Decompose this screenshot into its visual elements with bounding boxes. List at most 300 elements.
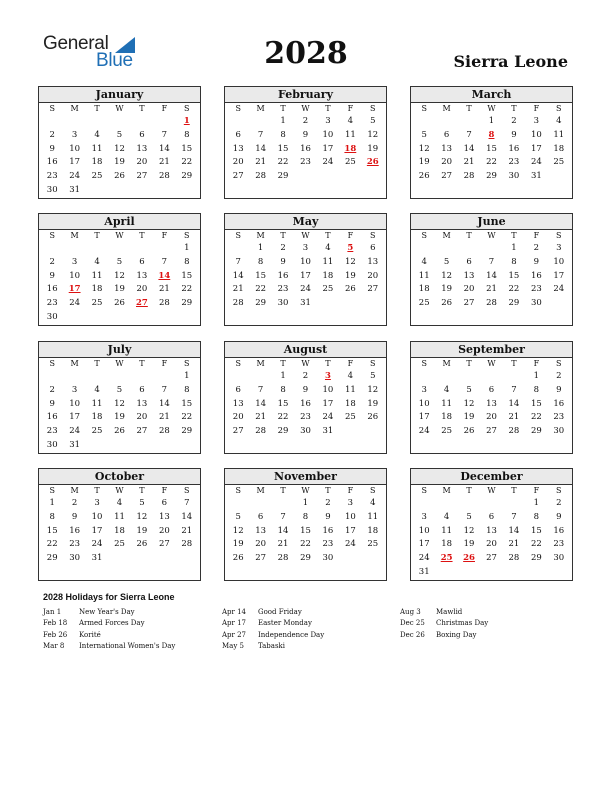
empty-day <box>131 370 153 384</box>
month-april <box>38 213 201 326</box>
calendar-day: 24 <box>553 284 565 295</box>
calendar-day: 25 <box>322 284 334 295</box>
calendar-day: 13 <box>232 143 244 154</box>
calendar-day: 10 <box>530 129 542 140</box>
calendar-day: 12 <box>114 143 125 154</box>
empty-day <box>249 370 271 384</box>
empty-day <box>41 115 63 129</box>
empty-day <box>227 242 249 256</box>
calendar-day: 29 <box>300 553 311 564</box>
calendar-day: 19 <box>367 398 379 409</box>
calendar-day: 8 <box>49 511 55 522</box>
calendar-day: 25 <box>91 426 103 437</box>
empty-day <box>131 242 153 256</box>
calendar-day: 29 <box>530 553 542 564</box>
weekday-header: F <box>161 231 168 240</box>
calendar-day: 20 <box>232 412 244 423</box>
calendar-day: 22 <box>181 284 193 295</box>
weekday-header: W <box>301 486 310 495</box>
calendar-day: 14 <box>463 143 475 154</box>
calendar-day: 8 <box>533 511 540 522</box>
weekday-header: M <box>70 231 79 240</box>
calendar-day: 19 <box>344 270 356 281</box>
calendar-day: 10 <box>322 129 334 140</box>
calendar-day: 20 <box>136 157 148 168</box>
calendar-day: 8 <box>280 129 286 140</box>
logo-general-text: General <box>43 33 109 54</box>
calendar-day: 4 <box>347 116 354 126</box>
calendar-day: 28 <box>508 553 520 564</box>
calendar-day: 3 <box>94 498 100 508</box>
empty-day <box>63 370 85 384</box>
empty-day <box>108 242 130 256</box>
holiday-row <box>43 630 175 641</box>
weekday-header: S <box>184 231 190 240</box>
calendar-day: 2 <box>49 256 55 267</box>
calendar-day: 21 <box>508 412 520 423</box>
calendar-day: 11 <box>91 143 103 154</box>
calendar-day: 27 <box>486 426 497 437</box>
calendar-day: 7 <box>161 129 168 140</box>
weekday-header: S <box>556 359 562 368</box>
weekday-header: S <box>49 359 55 368</box>
calendar-day: 11 <box>91 398 103 409</box>
weekday-header: S <box>49 104 55 113</box>
calendar-day: 13 <box>486 398 497 409</box>
month-may <box>224 213 387 326</box>
holiday-row <box>222 641 324 652</box>
calendar-day: 5 <box>466 511 472 522</box>
calendar-day: 26 <box>232 553 244 564</box>
weekday-header: S <box>421 104 427 113</box>
weekday-header: M <box>70 359 79 368</box>
calendar-day: 24 <box>322 412 334 423</box>
weekday-header: M <box>256 231 265 240</box>
calendar-day: 30 <box>46 439 58 450</box>
calendar-day: 23 <box>46 426 58 437</box>
calendar-day: 21 <box>158 284 170 295</box>
empty-day <box>435 370 457 384</box>
weekday-header: F <box>161 104 168 113</box>
calendar-day: 13 <box>158 511 170 522</box>
empty-day <box>41 370 63 384</box>
calendar-day: 25 <box>91 171 103 182</box>
empty-day <box>86 242 108 256</box>
empty-day <box>249 115 271 129</box>
holiday-date: Apr 27 <box>222 630 247 639</box>
calendar-day: 25 <box>114 539 125 550</box>
weekday-header: T <box>325 359 331 368</box>
calendar-day: 7 <box>184 498 190 508</box>
empty-day <box>108 115 130 129</box>
empty-day <box>458 242 480 256</box>
calendar-day: 26 <box>344 284 356 295</box>
calendar-day: 29 <box>181 426 193 437</box>
weekday-header: F <box>347 104 354 113</box>
calendar-day: 23 <box>300 157 311 168</box>
empty-day <box>131 115 153 129</box>
calendar-day: 31 <box>530 171 542 182</box>
calendar-day: 1 <box>488 116 495 126</box>
calendar-day: 15 <box>508 270 520 281</box>
calendar-day: 17 <box>69 412 81 423</box>
month-title: June <box>411 214 572 230</box>
holiday-date: Apr 14 <box>222 608 247 616</box>
calendar-day: 7 <box>466 129 472 140</box>
calendar-day: 5 <box>116 129 123 140</box>
weekday-header: S <box>370 231 376 240</box>
calendar-day: 6 <box>139 129 145 140</box>
calendar-day: 1 <box>533 498 540 508</box>
calendar-day: 10 <box>418 525 430 536</box>
calendar-day: 4 <box>443 511 450 522</box>
calendar-day: 17 <box>553 270 565 281</box>
empty-day <box>435 115 457 129</box>
calendar-day: 29 <box>181 298 193 309</box>
calendar-day: 31 <box>69 184 81 195</box>
calendar-day: 15 <box>277 143 289 154</box>
weekday-header: M <box>442 231 451 240</box>
calendar-day: 20 <box>486 539 497 550</box>
calendar-day: 30 <box>277 298 289 309</box>
calendar-day: 19 <box>463 412 475 423</box>
weekday-header: S <box>235 486 241 495</box>
weekday-header: T <box>466 231 472 240</box>
calendar-day: 19 <box>114 412 125 423</box>
month-grid <box>225 103 386 184</box>
calendar-day: 20 <box>255 539 267 550</box>
calendar-day: 25 <box>441 426 453 437</box>
holiday-column <box>222 607 324 652</box>
weekday-header: M <box>256 104 265 113</box>
calendar-day: 29 <box>277 426 289 437</box>
empty-day <box>480 242 502 256</box>
calendar-day: 6 <box>161 498 168 508</box>
month-january <box>38 86 201 199</box>
calendar-day: 22 <box>300 539 311 550</box>
calendar-day: 14 <box>508 525 520 536</box>
calendar-day: 19 <box>114 157 125 168</box>
weekday-header: S <box>556 231 562 240</box>
weekday-header: S <box>184 359 190 368</box>
calendar-day: 23 <box>322 539 334 550</box>
calendar-day: 28 <box>158 298 170 309</box>
calendar-day: 1 <box>280 371 286 381</box>
calendar-day: 26 <box>114 298 125 309</box>
calendar-day: 28 <box>255 171 267 182</box>
calendar-day: 23 <box>508 157 520 168</box>
weekday-header: T <box>280 486 286 495</box>
calendar-day: 5 <box>443 256 450 267</box>
calendar-day: 30 <box>530 298 542 309</box>
holiday-row <box>43 641 175 652</box>
calendar-day: 3 <box>71 256 78 267</box>
calendar-day: 30 <box>300 426 311 437</box>
calendar-day: 1 <box>280 116 286 126</box>
calendar-day: 9 <box>556 384 562 395</box>
calendar-day: 27 <box>136 426 148 437</box>
calendar-day: 12 <box>114 270 125 281</box>
calendar-day: 30 <box>553 426 565 437</box>
calendar-day: 5 <box>116 256 123 267</box>
holidays-title: 2028 Holidays for Sierra Leone <box>43 592 175 602</box>
calendar-day: 9 <box>49 270 55 281</box>
calendar-day: 26 <box>441 298 453 309</box>
calendar-day: 26 <box>418 171 430 182</box>
empty-day <box>41 242 63 256</box>
calendar-day: 10 <box>418 398 430 409</box>
calendar-day: 21 <box>158 412 170 423</box>
calendar-day: 5 <box>370 371 376 381</box>
calendar-day: 24 <box>300 284 311 295</box>
calendar-day: 2 <box>556 371 562 381</box>
calendar-day: 12 <box>463 525 475 536</box>
calendar-day: 28 <box>463 171 475 182</box>
calendar-day: 18 <box>441 412 453 423</box>
weekday-header: T <box>280 359 286 368</box>
weekday-header: S <box>370 104 376 113</box>
weekday-header: W <box>301 359 310 368</box>
calendar-day: 11 <box>344 129 356 140</box>
calendar-day: 30 <box>46 184 58 195</box>
month-june <box>410 213 573 326</box>
calendar-day: 22 <box>255 284 267 295</box>
calendar-day: 22 <box>277 412 289 423</box>
calendar-day: 20 <box>367 270 379 281</box>
calendar-day: 14 <box>255 143 267 154</box>
calendar-day: 22 <box>181 412 193 423</box>
holiday-name: Good Friday <box>258 608 302 616</box>
calendar-day: 16 <box>553 525 565 536</box>
weekday-header: M <box>442 104 451 113</box>
weekday-header: S <box>370 486 376 495</box>
empty-day <box>413 242 435 256</box>
weekday-header: T <box>466 104 472 113</box>
holiday-name: International Women's Day <box>79 641 176 650</box>
calendar-day: 5 <box>116 384 123 395</box>
calendar-day: 23 <box>553 539 565 550</box>
calendar-day: 28 <box>255 426 267 437</box>
calendar-day: 20 <box>441 157 453 168</box>
calendar-day: 18 <box>367 525 379 536</box>
calendar-day: 3 <box>302 243 309 253</box>
holiday-name: Korité <box>79 630 101 639</box>
calendar-day: 21 <box>463 157 475 168</box>
calendar-day: 16 <box>530 270 542 281</box>
calendar-day: 29 <box>255 298 267 309</box>
calendar-day: 17 <box>322 398 334 409</box>
weekday-header: M <box>70 104 79 113</box>
calendar-day: 9 <box>71 511 78 522</box>
calendar-day: 4 <box>443 384 450 395</box>
calendar-day: 10 <box>322 384 334 395</box>
calendar-year: 2028 <box>264 36 348 71</box>
calendar-day: 11 <box>367 511 379 522</box>
calendar-day: 7 <box>161 384 168 395</box>
holiday-name: Easter Monday <box>258 619 312 628</box>
holiday-date: Jan 1 <box>43 608 62 616</box>
weekday-header: W <box>115 359 124 368</box>
calendar-day: 31 <box>91 553 103 564</box>
weekday-header: T <box>280 231 286 240</box>
weekday-header: F <box>533 486 540 495</box>
month-february <box>224 86 387 199</box>
calendar-day: 17 <box>322 143 334 154</box>
weekday-header: T <box>325 104 331 113</box>
calendar-day: 15 <box>46 525 58 536</box>
calendar-day: 15 <box>181 398 193 409</box>
weekday-header: T <box>139 231 145 240</box>
empty-day <box>413 370 435 384</box>
month-grid <box>411 103 572 184</box>
calendar-day: 6 <box>443 129 450 140</box>
month-grid <box>411 230 572 311</box>
calendar-day: 9 <box>302 384 309 395</box>
empty-day <box>272 497 294 511</box>
weekday-header: M <box>256 486 265 495</box>
calendar-day: 6 <box>139 384 145 395</box>
calendar-day: 4 <box>325 243 331 253</box>
calendar-day: 26 <box>114 171 125 182</box>
weekday-header: S <box>556 486 562 495</box>
calendar-day: 6 <box>235 384 241 395</box>
calendar-day: 24 <box>91 539 103 550</box>
calendar-day: 24 <box>69 426 81 437</box>
calendar-day: 9 <box>49 143 55 154</box>
weekday-header: T <box>139 359 145 368</box>
calendar-day: 18 <box>553 143 565 154</box>
weekday-header: F <box>161 359 168 368</box>
calendar-day: 23 <box>300 412 311 423</box>
calendar-day: 30 <box>553 553 565 564</box>
calendar-day: 29 <box>486 171 497 182</box>
calendar-day: 21 <box>181 525 193 536</box>
calendar-day: 29 <box>530 426 542 437</box>
calendar-day: 22 <box>277 157 289 168</box>
holiday-name: Tabaski <box>258 641 286 650</box>
calendar-day: 13 <box>441 143 453 154</box>
month-grid <box>225 230 386 311</box>
calendar-day: 6 <box>466 256 472 267</box>
calendar-day: 14 <box>158 143 170 154</box>
holiday-name: Christmas Day <box>436 619 489 628</box>
calendar-day: 7 <box>280 511 286 522</box>
calendar-day: 4 <box>116 498 123 508</box>
calendar-day: 28 <box>508 426 520 437</box>
calendar-day: 1 <box>302 498 309 508</box>
calendar-day: 6 <box>370 243 376 253</box>
calendar-day: 27 <box>441 171 453 182</box>
weekday-header: M <box>442 359 451 368</box>
calendar-day: 11 <box>553 129 565 140</box>
calendar-day: 15 <box>181 270 193 281</box>
calendar-day: 6 <box>257 511 264 522</box>
calendar-day: 19 <box>418 157 430 168</box>
weekday-header: F <box>347 486 354 495</box>
calendar-day: 18 <box>418 284 430 295</box>
weekday-header: T <box>466 486 472 495</box>
calendar-day: 25 <box>344 157 356 168</box>
holiday-date: May 5 <box>222 641 244 650</box>
calendar-day: 18 <box>322 270 334 281</box>
calendar-day: 8 <box>302 511 309 522</box>
calendar-day: 29 <box>46 553 58 564</box>
weekday-header: F <box>347 231 354 240</box>
calendar-day: 2 <box>49 129 55 140</box>
calendar-day: 20 <box>232 157 244 168</box>
calendar-day: 10 <box>300 256 311 267</box>
calendar-day: 2 <box>280 243 286 253</box>
holiday-date: Dec 26 <box>400 630 425 639</box>
calendar-day: 21 <box>255 157 267 168</box>
calendar-day: 15 <box>255 270 267 281</box>
holiday-day: 18 <box>344 143 357 154</box>
calendar-day: 24 <box>322 157 334 168</box>
weekday-header: W <box>487 486 496 495</box>
calendar-day: 7 <box>161 256 168 267</box>
calendar-day: 11 <box>344 384 356 395</box>
calendar-day: 2 <box>325 498 331 508</box>
calendar-day: 6 <box>235 129 241 140</box>
calendar-day: 27 <box>136 171 148 182</box>
calendar-day: 27 <box>158 539 170 550</box>
calendar-day: 4 <box>421 256 427 267</box>
calendar-day: 24 <box>69 171 81 182</box>
holiday-column <box>400 607 488 641</box>
calendar-day: 29 <box>181 171 193 182</box>
calendar-day: 12 <box>136 511 148 522</box>
calendar-day: 1 <box>533 371 540 381</box>
empty-day <box>435 497 457 511</box>
weekday-header: W <box>487 231 496 240</box>
weekday-header: M <box>442 486 451 495</box>
empty-day <box>413 497 435 511</box>
weekday-header: W <box>115 486 124 495</box>
calendar-day: 13 <box>136 143 148 154</box>
empty-day <box>153 242 175 256</box>
calendar-day: 22 <box>486 157 497 168</box>
calendar-day: 17 <box>530 143 542 154</box>
calendar-day: 20 <box>463 284 475 295</box>
calendar-day: 6 <box>488 384 495 395</box>
calendar-day: 8 <box>533 384 540 395</box>
month-grid <box>225 485 386 566</box>
calendar-day: 12 <box>418 143 430 154</box>
calendar-day: 19 <box>114 284 125 295</box>
empty-day <box>249 497 271 511</box>
calendar-day: 1 <box>257 243 264 253</box>
weekday-header: S <box>421 359 427 368</box>
calendar-day: 15 <box>300 525 311 536</box>
calendar-day: 22 <box>530 412 542 423</box>
calendar-day: 28 <box>486 298 497 309</box>
weekday-header: F <box>161 486 168 495</box>
calendar-day: 2 <box>556 498 562 508</box>
empty-day <box>153 370 175 384</box>
calendar-day: 14 <box>232 270 244 281</box>
weekday-header: S <box>370 359 376 368</box>
weekday-header: S <box>235 104 241 113</box>
calendar-day: 12 <box>344 256 356 267</box>
calendar-day: 11 <box>418 270 430 281</box>
weekday-header: F <box>533 104 540 113</box>
calendar-day: 9 <box>533 256 540 267</box>
holiday-name: New Year's Day <box>79 608 135 616</box>
calendar-day: 16 <box>322 525 334 536</box>
calendar-day: 13 <box>367 256 379 267</box>
holiday-date: Aug 3 <box>400 608 421 616</box>
month-grid <box>411 485 572 580</box>
